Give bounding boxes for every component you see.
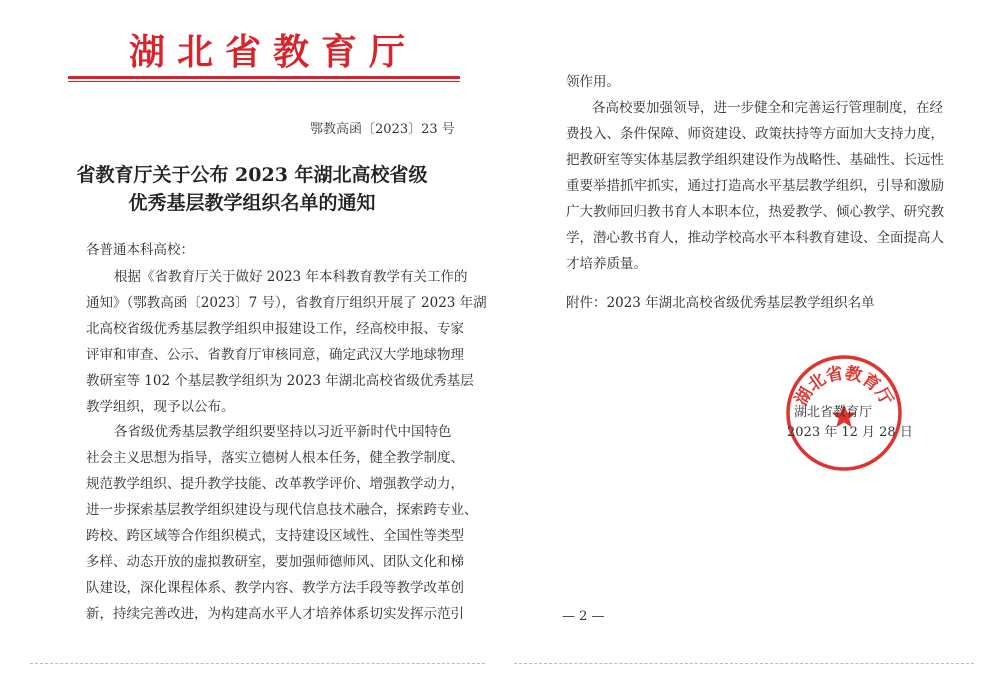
letterhead: 湖北省教育厅: [128, 32, 417, 73]
letterhead-rule-thin: [68, 81, 460, 82]
body-line: 规范教学组织、提升教学技能、改革教学评价、增强教学动力，: [86, 476, 464, 492]
page-number: — 2 —: [562, 609, 605, 624]
signature-date: 2023 年 12 月 28 日: [787, 425, 913, 440]
body-line: 北高校省级优秀基层教学组织申报建设工作，经高校申报、专家: [86, 321, 464, 337]
seal-text: 湖北省教育厅: [791, 363, 897, 410]
attachment-note: 附件：2023 年湖北高校省级优秀基层教学组织名单: [566, 295, 875, 311]
body-line: 新，持续完善改进，为构建高水平人才培养体系切实发挥示范引: [86, 606, 464, 622]
page-bottom-edge: [514, 663, 974, 664]
body-line: 教学组织，现予以公布。: [86, 399, 235, 415]
signature-organization: 湖北省教育厅: [794, 405, 873, 420]
body-line: 领作用。: [566, 74, 620, 90]
letterhead-rule-thick: [68, 76, 460, 79]
body-line: 才培养质量。: [566, 256, 647, 272]
body-line: 评审和审查、公示、省教育厅审核同意，确定武汉大学地球物理: [86, 347, 464, 363]
body-line: 通知》（鄂教高函〔2023〕7 号），省教育厅组织开展了 2023 年湖: [86, 295, 487, 311]
body-line: 根据《省教育厅关于做好 2023 年本科教育教学有关工作的: [114, 269, 468, 285]
body-line: 广大教师回归教书育人本职本位，热爱教学、倾心教学、研究教: [566, 204, 944, 220]
body-line: 进一步探索基层教学组织建设与现代信息技术融合，探索跨专业、: [86, 502, 478, 518]
page-bottom-edge: [30, 663, 485, 664]
body-line: 跨校、跨区域等合作组织模式，支持建设区域性、全国性等类型: [86, 528, 464, 544]
body-line: 费投入、条件保障、师资建设、政策扶持等方面加大支持力度，: [566, 126, 944, 142]
document-number: 鄂教高函〔2023〕23 号: [310, 122, 455, 137]
body-line: 重要举措抓牢抓实，通过打造高水平基层教学组织，引导和激励: [566, 178, 944, 194]
body-line: 把教研室等实体基层教学组织建设作为战略性、基础性、长远性: [566, 152, 944, 168]
body-line: 教研室等 102 个基层教学组织为 2023 年湖北高校省级优秀基层: [86, 373, 474, 389]
body-line: 队建设，深化课程体系、教学内容、教学方法手段等教学改革创: [86, 580, 464, 596]
document-title-line-2: 优秀基层教学组织名单的通知: [128, 192, 376, 214]
right-page: [504, 0, 1008, 698]
body-line: 各省级优秀基层教学组织要坚持以习近平新时代中国特色: [114, 424, 452, 440]
body-line: 多样、动态开放的虚拟教研室，要加强师德师风、团队文化和梯: [86, 554, 464, 570]
body-line: 各高校要加强领导，进一步健全和完善运行管理制度，在经: [592, 100, 943, 116]
body-line: 学，潜心教书育人，推动学校高水平本科教育建设、全面提高人: [566, 230, 944, 246]
salutation: 各普通本科高校：: [86, 242, 194, 258]
document-title-line-1: 省教育厅关于公布 2023 年湖北高校省级: [76, 164, 428, 186]
body-line: 社会主义思想为指导，落实立德树人根本任务，健全教学制度、: [86, 450, 464, 466]
